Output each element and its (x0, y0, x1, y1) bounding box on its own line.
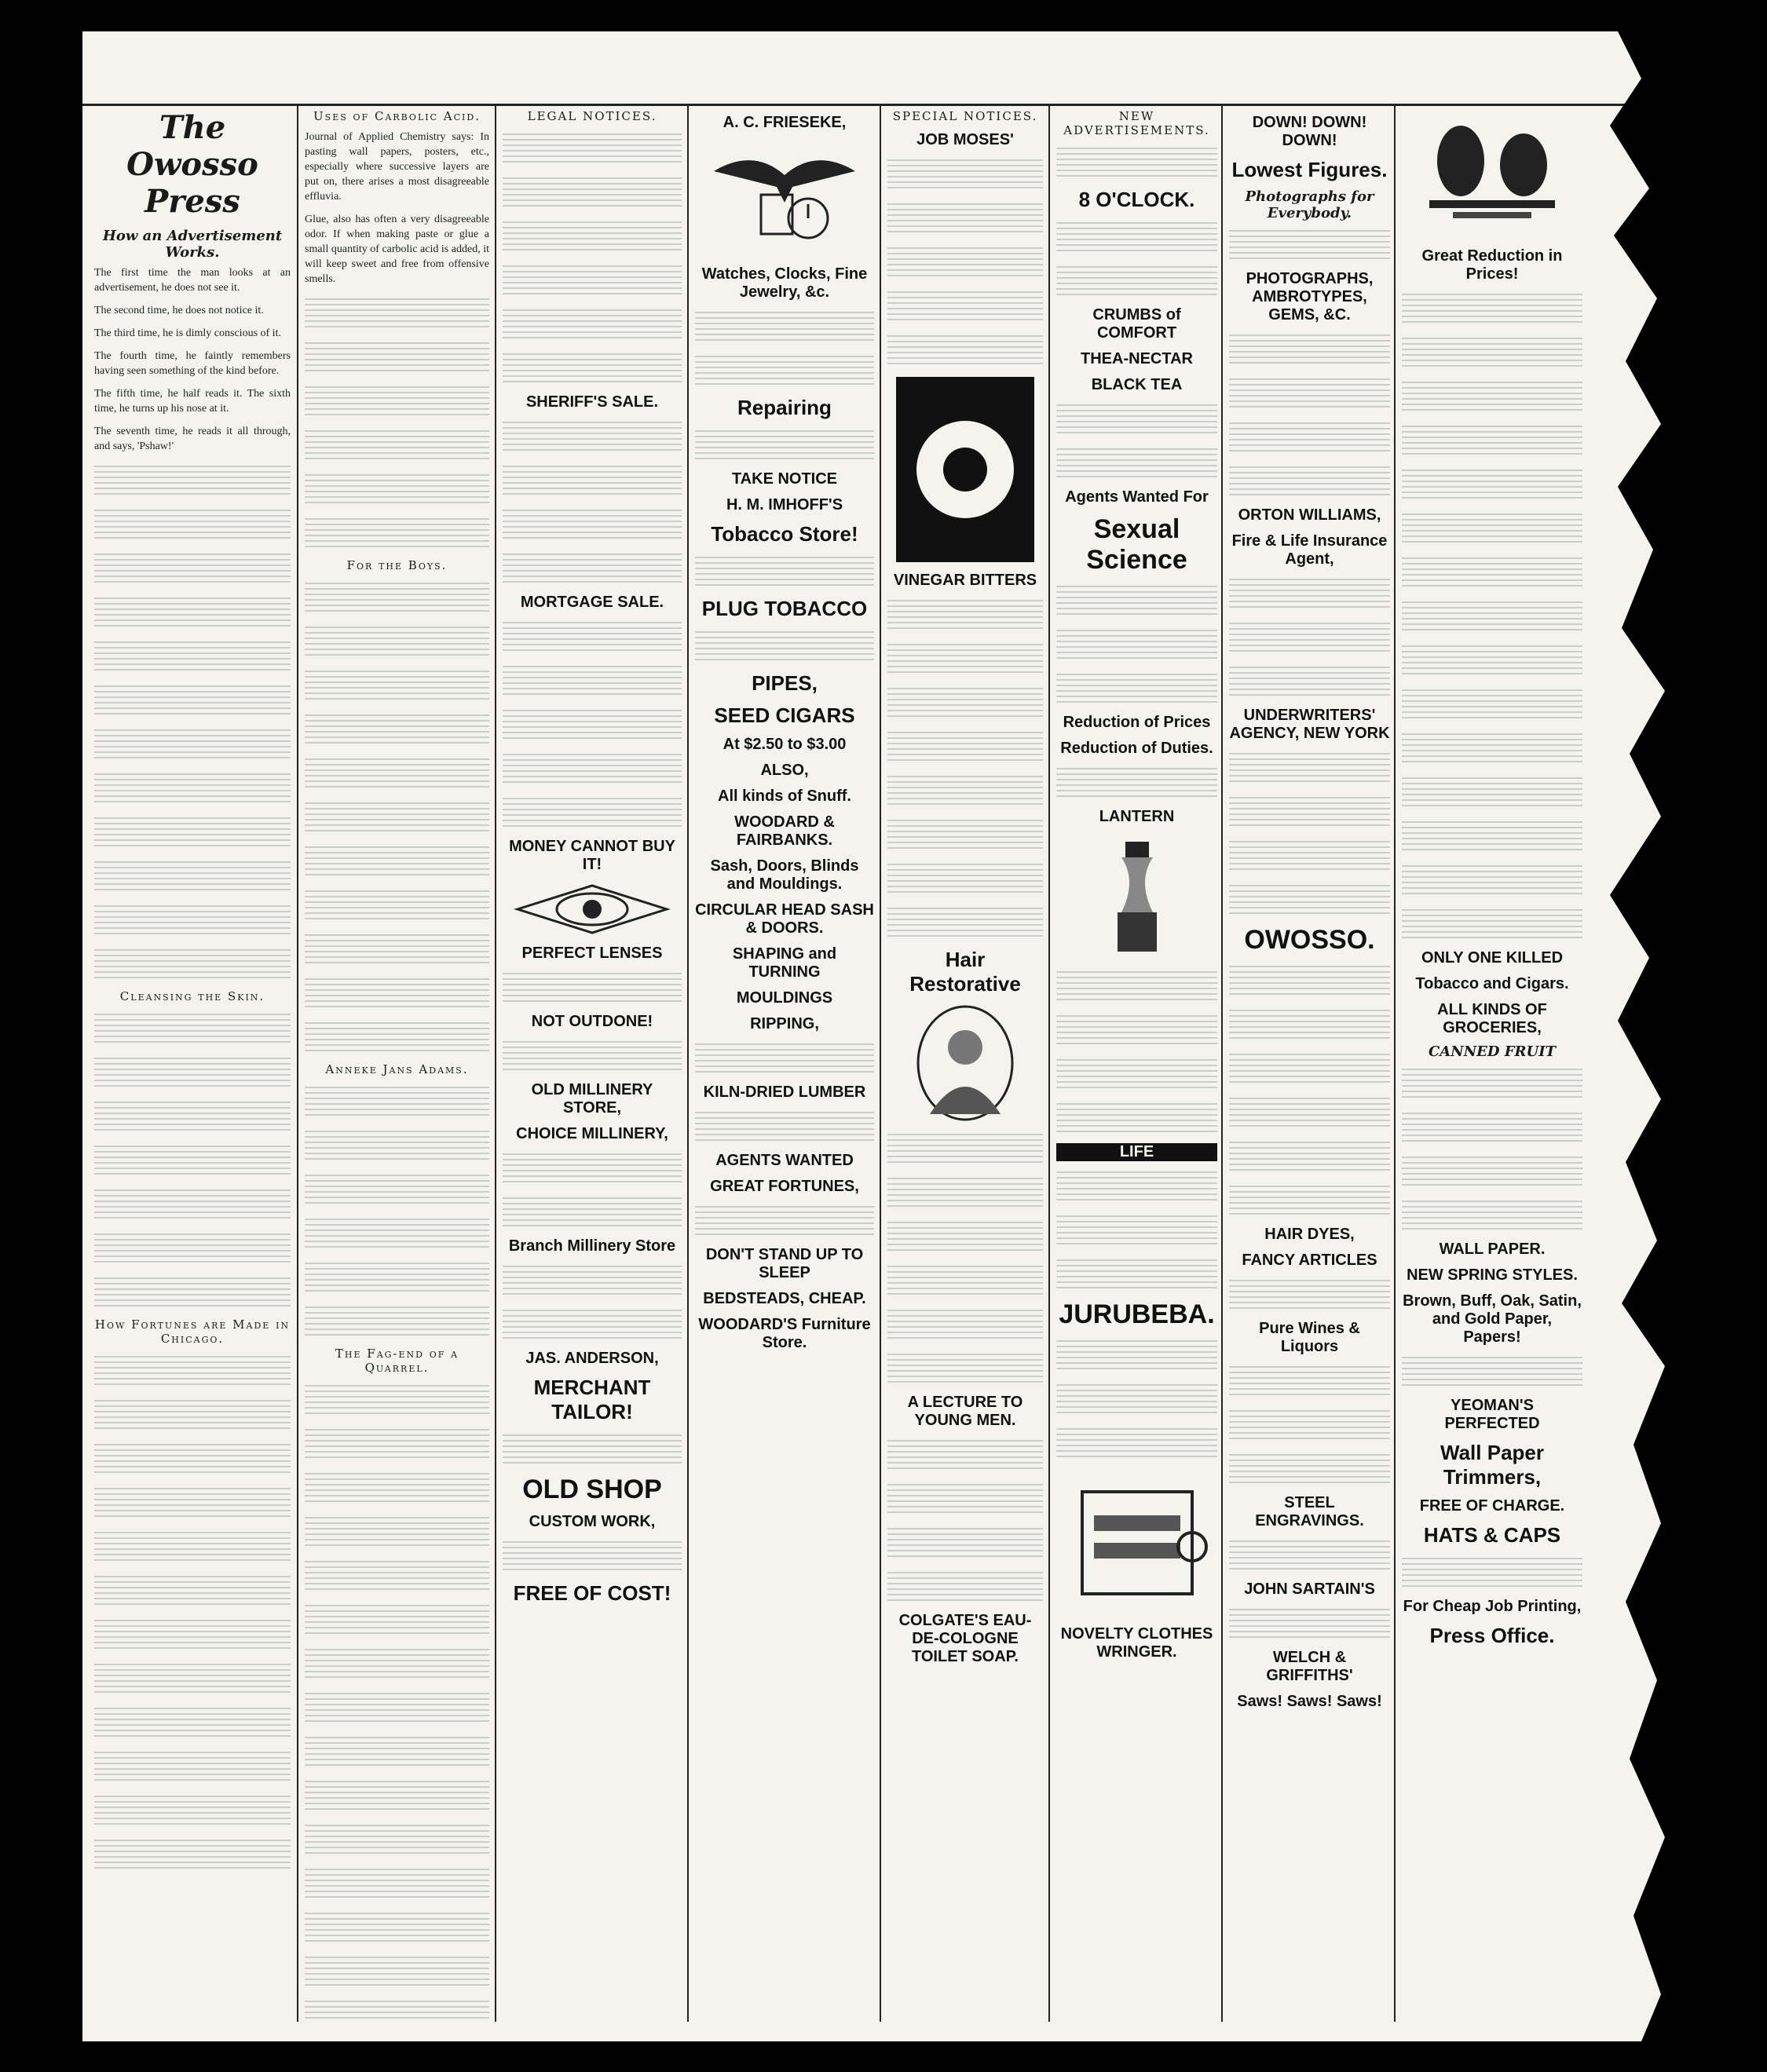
ad-heading: All kinds of Snuff. (718, 788, 851, 805)
ad-heading: Great Reduction in Prices! (1421, 247, 1563, 283)
ad-heading: ALSO, (760, 762, 809, 779)
ad-heading: MONEY CANNOT BUY IT! (509, 838, 675, 873)
column-5 (887, 106, 1043, 2022)
ad-heading: Watches, Clocks, Fine Jewelry, &c. (701, 265, 868, 301)
column-2 (305, 106, 489, 2022)
ad-heading: NOVELTY CLOTHES WRINGER. (1060, 1625, 1213, 1661)
ad-heading: DON'T STAND UP TO SLEEP (705, 1246, 864, 1281)
ad-heading: Reduction of Prices (1063, 714, 1211, 731)
ad-heading: A LECTURE TO YOUNG MEN. (907, 1394, 1023, 1429)
ad-heading: LANTERN (1099, 808, 1175, 825)
ad-heading: JAS. ANDERSON, (525, 1350, 659, 1367)
eagle-clock-illustration (706, 140, 863, 258)
ad-heading: JOHN SARTAIN'S (1244, 1580, 1375, 1598)
ad-heading: RIPPING, (750, 1015, 819, 1032)
paragraph: The second time, he does not notice it. (94, 305, 264, 316)
ad-heading: Saws! Saws! Saws! (1237, 1693, 1382, 1710)
ad-heading: Agents Wanted For (1065, 488, 1209, 506)
paragraph: Journal of Applied Chemistry says: In pasting wall papers, posters, etc., especially where successive layers are put on, there arises a most disagreeable effluvia. (305, 131, 489, 203)
ad-heading: Branch Millinery Store (508, 1237, 676, 1255)
ad-heading: H. M. IMHOFF'S (726, 496, 843, 513)
notice-heading: MORTGAGE SALE. (520, 594, 664, 611)
ad-heading: CANNED FRUIT (1428, 1043, 1557, 1060)
ad-heading: COLGATE'S EAU-DE-COLOGNE TOILET SOAP. (898, 1612, 1032, 1665)
clothes-wringer-illustration (1066, 1468, 1208, 1617)
ad-heading: KILN-DRIED LUMBER (703, 1084, 866, 1101)
portrait-illustration (914, 1004, 1016, 1122)
ad-heading: BEDSTEADS, CHEAP. (703, 1290, 866, 1307)
column-8 (1402, 106, 1582, 2022)
ad-heading: TAKE NOTICE (731, 470, 838, 488)
ad-heading: Pure Wines & Liquors (1259, 1320, 1360, 1355)
ad-heading: Tobacco and Cigars. (1415, 975, 1569, 992)
masthead: The Owosso Press (126, 109, 258, 220)
ad-heading: MOULDINGS (736, 989, 833, 1007)
ad-heading: YEOMAN'S PERFECTED (1444, 1397, 1540, 1432)
ad-heading: HAIR DYES, (1264, 1226, 1355, 1243)
column-rule (495, 106, 496, 2022)
ad-heading: SHAPING and TURNING (732, 945, 837, 981)
ad-heading: Lowest Figures. (1231, 158, 1388, 181)
ad-heading: CHOICE MILLINERY, (516, 1125, 668, 1142)
ad-heading: Press Office. (1429, 1624, 1555, 1647)
column-rule (297, 106, 298, 2022)
ad-heading: Sexual Science (1086, 514, 1187, 575)
article-title: How an Advertisement Works. (102, 228, 283, 261)
ad-heading: For Cheap Job Printing, (1403, 1598, 1582, 1615)
subheading: Anneke Jans Adams. (325, 1062, 469, 1076)
ad-heading: PIPES, (752, 671, 818, 695)
ad-heading: A. C. FRIESEKE, (723, 114, 847, 131)
article-title: Uses of Carbolic Acid. (313, 109, 481, 123)
ad-heading: FREE OF CHARGE. (1419, 1497, 1565, 1515)
newspaper-page (82, 31, 1681, 2041)
ad-heading: STEEL ENGRAVINGS. (1255, 1494, 1364, 1529)
column-3 (503, 106, 682, 2022)
ad-heading: ORTON WILLIAMS, (1238, 506, 1381, 524)
ad-heading: JURUBEBA. (1059, 1299, 1215, 1329)
ad-heading: WELCH & GRIFFITHS' (1266, 1649, 1353, 1684)
section-title: NEW ADVERTISEMENTS. (1063, 109, 1210, 137)
paragraph: The fourth time, he faintly remembers having seen something of the kind before. (94, 350, 291, 377)
ad-heading: At $2.50 to $3.00 (723, 736, 847, 753)
column-rule (687, 106, 689, 2022)
column-rule (1048, 106, 1050, 2022)
ad-heading: DOWN! DOWN! DOWN! (1252, 114, 1367, 149)
ad-heading: SEED CIGARS (714, 703, 855, 727)
column-7 (1229, 106, 1390, 2022)
ad-heading: FANCY ARTICLES (1242, 1252, 1377, 1269)
ad-heading: UNDERWRITERS' AGENCY, NEW YORK (1229, 707, 1390, 742)
ad-heading: HATS & CAPS (1423, 1523, 1561, 1547)
notice-heading: SHERIFF'S SALE. (525, 393, 659, 411)
ad-heading: PHOTOGRAPHS, AMBROTYPES, GEMS, &C. (1246, 270, 1374, 323)
ad-heading: OLD SHOP (522, 1475, 662, 1504)
torn-edge (1586, 31, 1681, 2041)
ad-heading: Fire & Life Insurance Agent, (1231, 532, 1388, 568)
ad-heading: NOT OUTDONE! (531, 1013, 653, 1030)
subheading: Cleansing the Skin. (119, 989, 265, 1003)
column-6 (1056, 106, 1217, 2022)
lantern-illustration (1110, 834, 1165, 959)
ad-heading: Hair Restorative (909, 948, 1021, 996)
paragraph: The third time, he is dimly conscious of it. (94, 327, 281, 339)
column-4 (695, 106, 874, 2022)
ad-heading: NEW SPRING STYLES. (1407, 1266, 1578, 1284)
ad-heading: Reduction of Duties. (1060, 740, 1213, 757)
ad-heading: Repairing (737, 396, 832, 419)
ad-heading: Brown, Buff, Oak, Satin, and Gold Paper, Papers! (1403, 1292, 1582, 1346)
ad-heading: AGENTS WANTED (715, 1152, 854, 1169)
ad-heading: LIFE (1056, 1143, 1217, 1161)
ad-heading: PLUG TOBACCO (701, 597, 868, 620)
section-title: SPECIAL NOTICES. (892, 109, 1038, 123)
section-title: LEGAL NOTICES. (527, 109, 657, 123)
subheading: For the Boys. (346, 558, 448, 572)
ad-heading: OWOSSO. (1244, 925, 1375, 955)
ad-heading: ONLY ONE KILLED (1421, 949, 1564, 967)
ad-heading: PERFECT LENSES (521, 945, 663, 962)
ad-heading: GREAT FORTUNES, (710, 1178, 859, 1195)
ad-heading: ALL KINDS OF GROCERIES, (1437, 1001, 1547, 1036)
vinegar-bitters-logo (894, 375, 1036, 564)
subheading: How Fortunes are Made in Chicago. (94, 1317, 291, 1346)
silverware-illustration (1414, 114, 1571, 239)
ad-heading: MERCHANT TAILOR! (533, 1376, 651, 1423)
ad-heading: Sash, Doors, Blinds and Mouldings. (710, 857, 859, 893)
ad-heading: WOODARD & FAIRBANKS. (734, 813, 835, 849)
ad-heading: BLACK TEA (1091, 376, 1183, 393)
ad-heading: Photographs for Everybody. (1245, 188, 1374, 221)
ad-heading: WOODARD'S Furniture Store. (698, 1316, 871, 1351)
ad-heading: CRUMBS of COMFORT (1092, 306, 1181, 342)
ad-heading: OLD MILLINERY STORE, (531, 1081, 653, 1116)
paragraph: The seventh time, he reads it all through, and says, 'Pshaw!' (94, 426, 291, 452)
paragraph: The first time the man looks at an advertisement, he does not see it. (94, 267, 291, 294)
paragraph: The fifth time, he half reads it. The sixth time, he turns up his nose at it. (94, 388, 291, 415)
column-rule (1394, 106, 1396, 2022)
ad-heading: 8 O'CLOCK. (1078, 188, 1195, 211)
ad-heading: FREE OF COST! (513, 1581, 671, 1605)
column-rule (880, 106, 881, 2022)
column-rule (1221, 106, 1223, 2022)
ad-heading: THEA-NECTAR (1081, 350, 1193, 367)
ad-heading: CUSTOM WORK, (529, 1513, 656, 1530)
ad-heading: VINEGAR BITTERS (893, 572, 1037, 589)
eye-illustration (514, 882, 671, 937)
ad-heading: JOB MOSES' (916, 131, 1014, 148)
subheading: The Fag-end of a Quarrel. (335, 1347, 459, 1375)
ad-heading: WALL PAPER. (1439, 1241, 1546, 1258)
ad-heading: CIRCULAR HEAD SASH & DOORS. (695, 901, 874, 937)
ad-heading: Wall Paper Trimmers, (1440, 1441, 1544, 1489)
column-1 (94, 106, 291, 2022)
ad-heading: Tobacco Store! (711, 522, 858, 546)
paragraph: Glue, also has often a very disagreeable odor. If when making paste or glue a small quantity of carbolic acid is added, it will keep sweet and free from offensive smells. (305, 214, 489, 285)
